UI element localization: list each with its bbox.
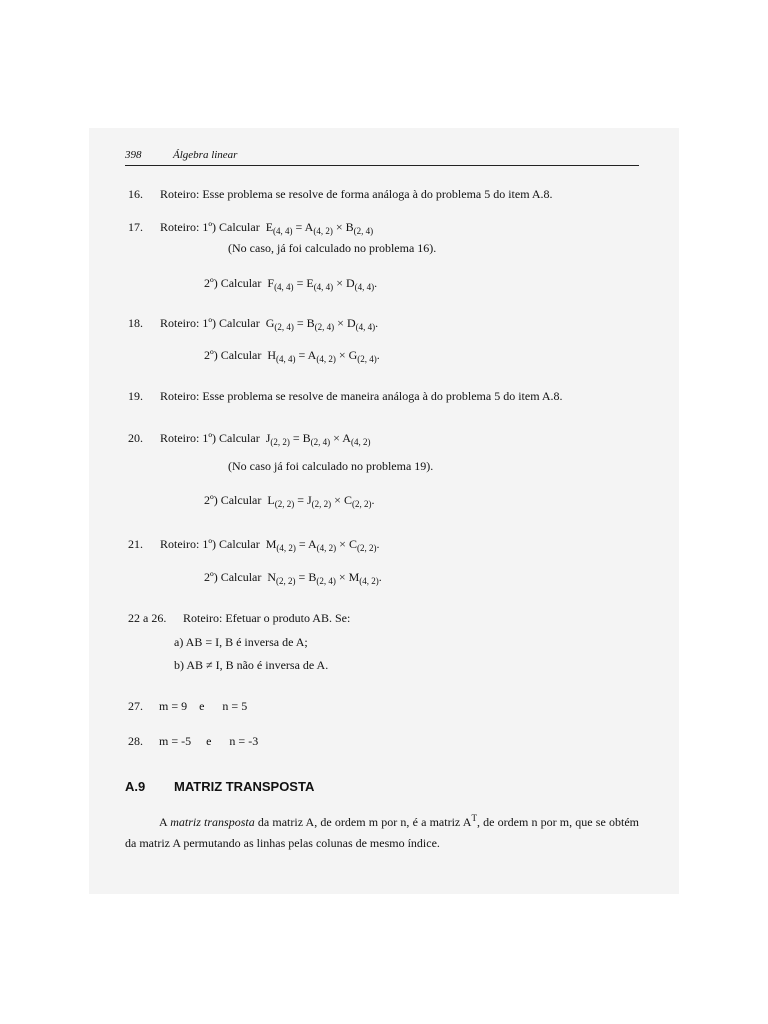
matrix-order: (2, 2) <box>270 437 290 447</box>
item-number: 22 a 26. <box>128 611 167 625</box>
equation-line: Roteiro: 1º) Calcular $E_{(4, 4)} = A_{(4, 2)} \times B_{(2, 4)}$ <box>160 220 374 236</box>
step-prefix: 2º) Calcular <box>204 348 262 362</box>
matrix-order: (4, 2) <box>316 543 337 553</box>
matrix-symbol: N <box>267 570 277 584</box>
equation-line: 2º) Calcular $N_{(2, 2)} = B_{(2, 4)} \times M_{(4, 2)}$. <box>204 570 382 586</box>
matrix-symbol: J <box>307 493 312 507</box>
multiply-operator: × <box>334 493 341 507</box>
item-text: Roteiro: Esse problema se resolve de maneira análoga à do problema 5 do item A.8. <box>160 389 563 403</box>
multiply-operator: × <box>333 431 340 445</box>
matrix-symbol: J <box>265 431 271 445</box>
equation-line: Roteiro: 1º) Calcular $G_{(2, 4)} = B_{(2, 4)} \times D_{(4, 4)}$. <box>160 316 379 332</box>
transpose-superscript: T <box>471 813 477 823</box>
step-prefix: Roteiro: 1º) Calcular <box>160 220 260 234</box>
matrix-order: (4, 4) <box>274 282 294 292</box>
step-prefix: Roteiro: 1º) Calcular <box>160 431 260 445</box>
item-number: 19. <box>128 389 143 403</box>
item-text: m = 9 e n = 5 <box>159 699 248 713</box>
matrix-symbol: M <box>348 570 360 584</box>
matrix-symbol: D <box>346 316 356 330</box>
matrix-order: (2, 4) <box>314 322 335 332</box>
matrix-symbol: C <box>343 493 352 507</box>
matrix-symbol: C <box>348 537 357 551</box>
step-prefix: 2º) Calcular <box>204 570 262 584</box>
running-title: Álgebra linear <box>173 149 238 161</box>
page-number: 398 <box>125 149 142 161</box>
matrix-symbol: F <box>267 276 275 290</box>
equation-line: 2º) Calcular $F_{(4, 4)} = E_{(4, 4)} \times D_{(4, 4)}$. <box>204 276 378 292</box>
matrix-symbol: B <box>306 316 315 330</box>
multiply-operator: × <box>336 276 343 290</box>
matrix-order: (4, 4) <box>355 322 376 332</box>
item-text: Roteiro: Efetuar o produto AB. Se: <box>183 611 351 625</box>
matrix-order: (2, 2) <box>311 499 332 509</box>
matrix-order: (4, 2) <box>316 354 336 364</box>
header-rule <box>125 165 639 166</box>
matrix-order: (2, 2) <box>351 499 372 509</box>
section-paragraph <box>125 812 639 853</box>
matrix-symbol: M <box>265 537 277 551</box>
matrix-order: (2, 4) <box>353 226 374 236</box>
matrix-symbol: B <box>308 570 317 584</box>
multiply-operator: × <box>335 220 343 234</box>
matrix-order: (2, 4) <box>316 576 336 586</box>
matrix-order: (4, 2) <box>350 437 371 447</box>
item-number: 21. <box>128 537 143 551</box>
section-title: MATRIZ TRANSPOSTA <box>174 779 315 794</box>
item-text: Roteiro: Esse problema se resolve de forma análoga à do problema 5 do item A.8. <box>160 187 553 201</box>
item-note: (No caso, já foi calculado no problema 16). <box>228 241 437 255</box>
multiply-operator: × <box>337 316 344 330</box>
matrix-symbol: B <box>302 431 311 445</box>
matrix-order: (4, 2) <box>359 576 379 586</box>
matrix-order: (4, 4) <box>354 282 375 292</box>
item-text: m = -5 e n = -3 <box>159 734 259 748</box>
matrix-symbol: D <box>345 276 355 290</box>
equation-line: 2º) Calcular $H_{(4, 4)} = A_{(4, 2)} \times G_{(2, 4)}$. <box>204 348 380 364</box>
item-number: 16. <box>128 187 143 201</box>
paragraph-text: , de ordem n por m, que se obtém da matriz A permutando as linhas pelas colunas de mesmo índice. <box>125 815 639 850</box>
matrix-symbol: G <box>265 316 275 330</box>
multiply-operator: × <box>339 537 346 551</box>
matrix-symbol: A <box>307 537 317 551</box>
item-number: 18. <box>128 316 143 330</box>
matrix-order: (4, 4) <box>273 226 293 236</box>
equation-line: 2º) Calcular $L_{(2, 2)} = J_{(2, 2)} \times C_{(2, 2)}$. <box>204 493 375 509</box>
multiply-operator: × <box>338 570 346 584</box>
paragraph-term: matriz transposta <box>170 815 255 829</box>
matrix-order: (2, 2) <box>356 543 377 553</box>
matrix-symbol: A <box>304 220 314 234</box>
item-number: 28. <box>128 734 143 748</box>
matrix-symbol: A <box>342 431 351 445</box>
multiply-operator: × <box>338 348 346 362</box>
step-prefix: 2º) Calcular <box>204 276 262 290</box>
matrix-order: (4, 4) <box>313 282 334 292</box>
item-number: 17. <box>128 220 143 234</box>
step-prefix: Roteiro: 1º) Calcular <box>160 537 260 551</box>
matrix-symbol: A <box>307 348 317 362</box>
item-number: 27. <box>128 699 143 713</box>
matrix-symbol: G <box>348 348 358 362</box>
matrix-symbol: B <box>345 220 354 234</box>
item-number: 20. <box>128 431 143 445</box>
item-option-b: b) AB ≠ I, B não é inversa de A. <box>174 658 329 672</box>
paragraph-text: A <box>159 815 171 829</box>
matrix-order: (2, 4) <box>357 354 377 364</box>
matrix-symbol: E <box>306 276 314 290</box>
matrix-order: (4, 2) <box>276 543 296 553</box>
paragraph-text: da matriz A, de ordem m por n, é a matriz A <box>254 815 472 829</box>
item-option-a: a) AB = I, B é inversa de A; <box>174 635 308 649</box>
matrix-order: (2, 4) <box>310 437 331 447</box>
matrix-order: (4, 4) <box>276 354 296 364</box>
step-prefix: Roteiro: 1º) Calcular <box>160 316 260 330</box>
section-number: A.9 <box>125 779 146 794</box>
equation-line: Roteiro: 1º) Calcular $J_{(2, 2)} = B_{(2, 4)} \times A_{(4, 2)}$ <box>160 431 371 447</box>
equation-line: Roteiro: 1º) Calcular $M_{(4, 2)} = A_{(4, 2)} \times C_{(2, 2)}$. <box>160 537 380 553</box>
matrix-order: (4, 2) <box>313 226 333 236</box>
matrix-order: (2, 2) <box>274 499 295 509</box>
matrix-symbol: E <box>265 220 274 234</box>
item-note: (No caso já foi calculado no problema 19). <box>228 459 434 473</box>
matrix-symbol: L <box>267 493 275 507</box>
step-prefix: 2º) Calcular <box>204 493 262 507</box>
matrix-order: (2, 2) <box>276 576 296 586</box>
matrix-order: (2, 4) <box>274 322 294 332</box>
matrix-symbol: H <box>267 348 277 362</box>
